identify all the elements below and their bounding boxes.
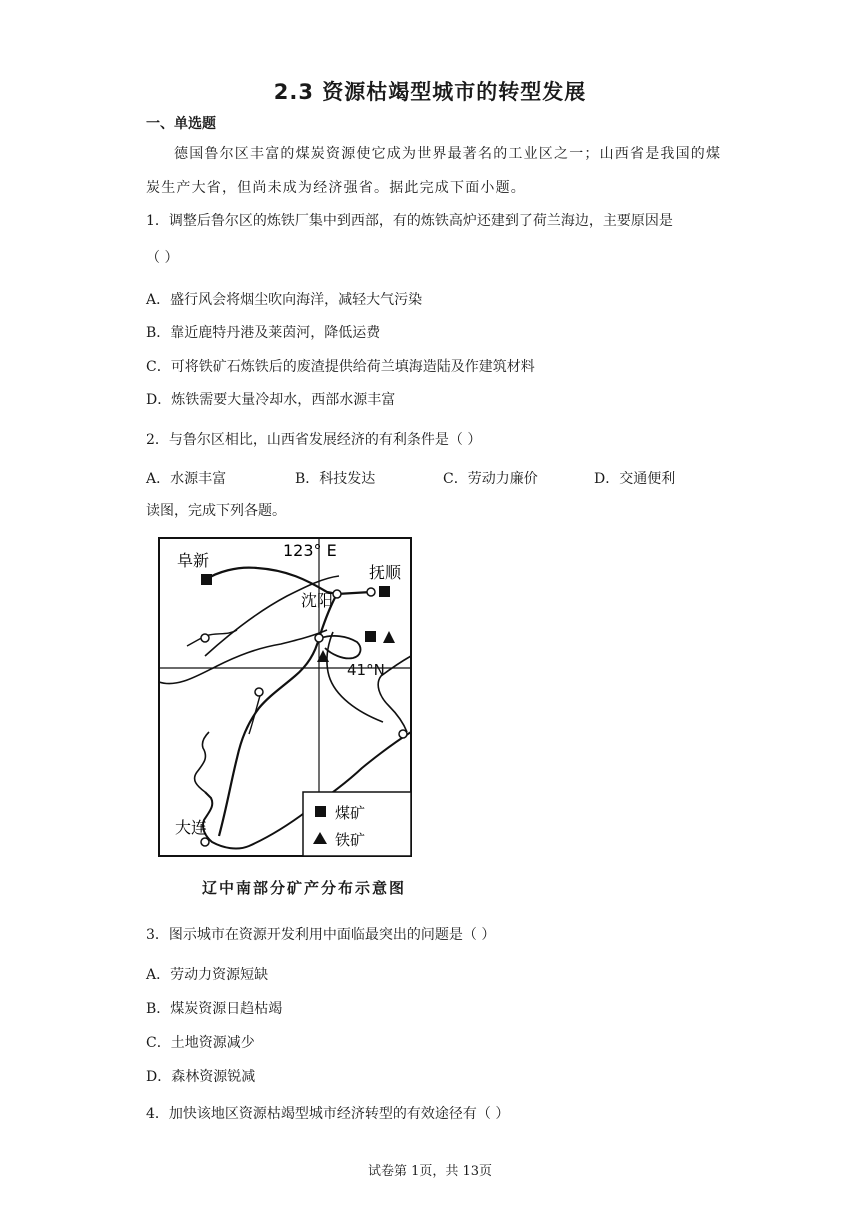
- page-title: 2.3 资源枯竭型城市的转型发展: [273, 80, 587, 104]
- coal-mine-fushun: [379, 586, 390, 597]
- legend-coal-symbol: [315, 806, 326, 817]
- question-2-option-a: A．水源丰富: [146, 471, 227, 487]
- latitude-label: 41°N: [347, 661, 385, 679]
- question-1-option-b: B．靠近鹿特丹港及莱茵河，降低运费: [146, 325, 381, 341]
- section-heading: 一、单选题: [146, 116, 216, 132]
- read-map-instruction: 读图，完成下列各题。: [146, 503, 286, 519]
- dandong-marker: [399, 730, 407, 738]
- dalian-marker: [201, 838, 209, 846]
- coal-mine-fuxin: [201, 574, 212, 585]
- intro-line-1: 德国鲁尔区丰富的煤炭资源使它成为世界最著名的工业区之一；山西省是我国的煤: [174, 146, 722, 162]
- question-2-option-c: C．劳动力廉价: [443, 471, 538, 487]
- question-1-option-c: C．可将铁矿石炼铁后的废渣提供给荷兰填海造陆及作建筑材料: [146, 359, 535, 375]
- city-label-fuxin: 阜新: [177, 551, 210, 570]
- mineral-distribution-map: [157, 536, 419, 858]
- question-2-stem: 2．与鲁尔区相比，山西省发展经济的有利条件是（ ）: [146, 432, 482, 448]
- question-2-option-b: B．科技发达: [295, 471, 376, 487]
- city-label-shenyang: 沈阳: [301, 591, 334, 610]
- question-3-stem: 3．图示城市在资源开发利用中面临最突出的问题是（ ）: [146, 927, 496, 943]
- question-1-stem-blank: （ ）: [146, 250, 179, 266]
- coal-mine-benxi: [365, 631, 376, 642]
- fushun-marker: [367, 588, 375, 596]
- legend-coal-label: 煤矿: [335, 804, 366, 822]
- city-label-fushun: 抚顺: [369, 563, 402, 582]
- anshan-marker: [255, 688, 263, 696]
- legend-iron-label: 铁矿: [335, 831, 366, 849]
- question-3-option-b: B．煤炭资源日趋枯竭: [146, 1001, 283, 1017]
- jinzhou-marker: [201, 634, 209, 642]
- benxi-marker: [315, 634, 323, 642]
- map-caption: 辽中南部分矿产分布示意图: [202, 879, 407, 897]
- intro-line-2: 炭生产大省，但尚未成为经济强省。据此完成下面小题。: [146, 180, 526, 196]
- question-1-option-a: A．盛行风会将烟尘吹向海洋，减轻大气污染: [146, 292, 423, 308]
- question-1-option-d: D．炼铁需要大量冷却水，西部水源丰富: [146, 392, 396, 408]
- longitude-label: 123° E: [283, 541, 337, 560]
- question-2-option-d: D．交通便利: [594, 471, 676, 487]
- city-label-dalian: 大连: [175, 818, 208, 837]
- question-3-option-c: C．土地资源减少: [146, 1035, 255, 1051]
- question-3-option-a: A．劳动力资源短缺: [146, 967, 269, 983]
- question-4-stem: 4．加快该地区资源枯竭型城市经济转型的有效途径有（ ）: [146, 1106, 510, 1122]
- page-footer: 试卷第 1页，共 13页: [367, 1164, 493, 1179]
- question-3-option-d: D．森林资源锐减: [146, 1069, 256, 1085]
- shenyang-marker: [333, 590, 341, 598]
- question-1-stem: 1．调整后鲁尔区的炼铁厂集中到西部，有的炼铁高炉还建到了荷兰海边，主要原因是: [146, 213, 673, 229]
